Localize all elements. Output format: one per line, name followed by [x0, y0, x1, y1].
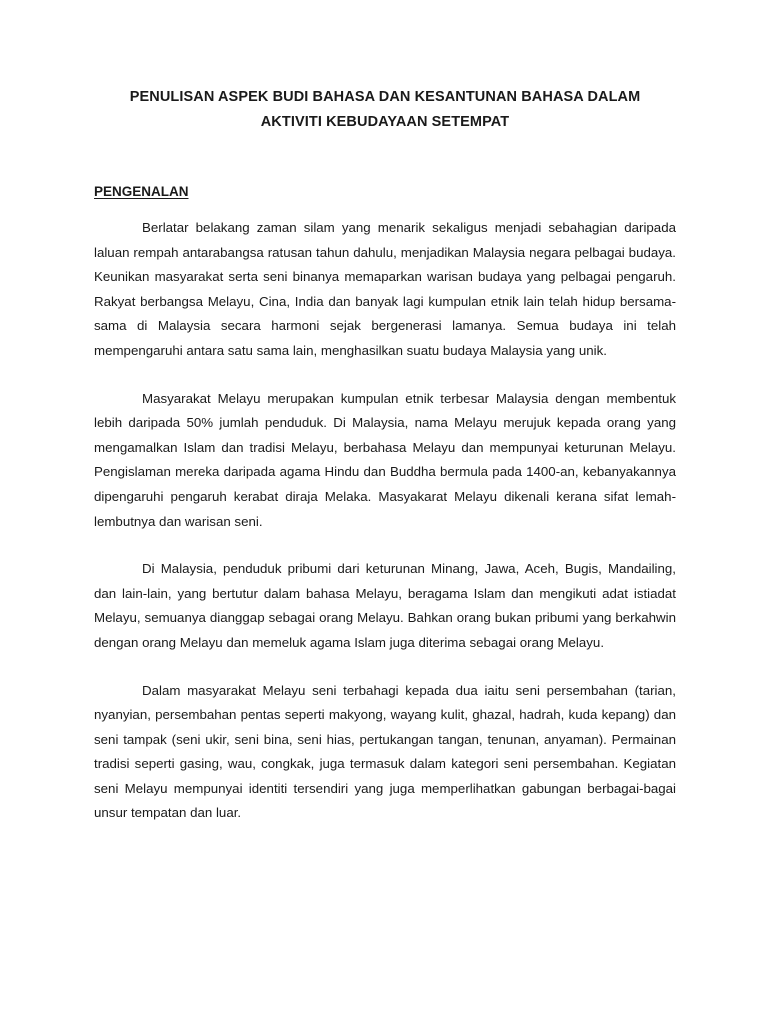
paragraph-2: Masyarakat Melayu merupakan kumpulan etnik terbesar Malaysia dengan membentuk lebih daripada 50% jumlah penduduk. Di Malaysia, nama Melayu merujuk kepada orang yang mengamalkan Islam dan tradisi Melayu, berbahasa Melayu dan mempunyai keturunan Melayu. Pengislaman mereka daripada agama Hindu dan Buddha bermula pada 1400-an, kebanyakannya dipengaruhi pengaruh kerabat diraja Melaka. Masyakarat Melayu dikenali kerana sifat lemah-lembutnya dan warisan seni. — [94, 390, 676, 529]
paragraph-3: Di Malaysia, penduduk pribumi dari keturunan Minang, Jawa, Aceh, Bugis, Mandailing, dan lain-lain, yang bertutur dalam bahasa Melayu, beragama Islam dan mengikuti adat istiadat Melayu, semuanya dianggap sebagai orang Melayu. Bahkan orang bukan pribumi yang berkahwin dengan orang Melayu dan memeluk agama Islam juga diterima sebagai orang Melayu. — [94, 561, 676, 650]
document-title — [94, 85, 676, 135]
document-body — [94, 216, 676, 849]
paragraph-1: Berlatar belakang zaman silam yang menarik sekaligus menjadi sebahagian daripada laluan rempah antarabangsa ratusan tahun dahulu, menjadikan Malaysia negara pelbagai budaya. Keunikan masyarakat serta seni binanya memaparkan warisan budaya yang pelbagai pengaruh. Rakyat berbangsa Melayu, Cina, India dan banyak lagi kumpulan etnik lain telah hidup bersama-sama di Malaysia secara harmoni sejak bergenerasi lamanya. Semua budaya ini telah mempengaruhi antara satu sama lain, menghasilkan suatu budaya Malaysia yang unik. — [94, 220, 676, 358]
paragraph-4: Dalam masyarakat Melayu seni terbahagi kepada dua iaitu seni persembahan (tarian, nyanyian, persembahan pentas seperti makyong, wayang kulit, ghazal, hadrah, kuda kepang) dan seni tampak (seni ukir, seni bina, seni hias, pertukangan tangan, tenunan, anyaman). Permainan tradisi seperti gasing, wau, congkak, juga termasuk dalam kategori seni persembahan. Kegiatan seni Melayu mempunyai identiti tersendiri yang juga memperlihatkan gabungan berbagai-bagai unsur tempatan dan luar. — [94, 682, 676, 821]
title-line-1: PENULISAN ASPEK BUDI BAHASA DAN KESANTUNAN BAHASA DALAM — [129, 89, 641, 105]
section-heading: PENGENALAN — [94, 184, 189, 199]
title-line-2: AKTIVITI KEBUDAYAAN SETEMPAT — [260, 114, 510, 130]
